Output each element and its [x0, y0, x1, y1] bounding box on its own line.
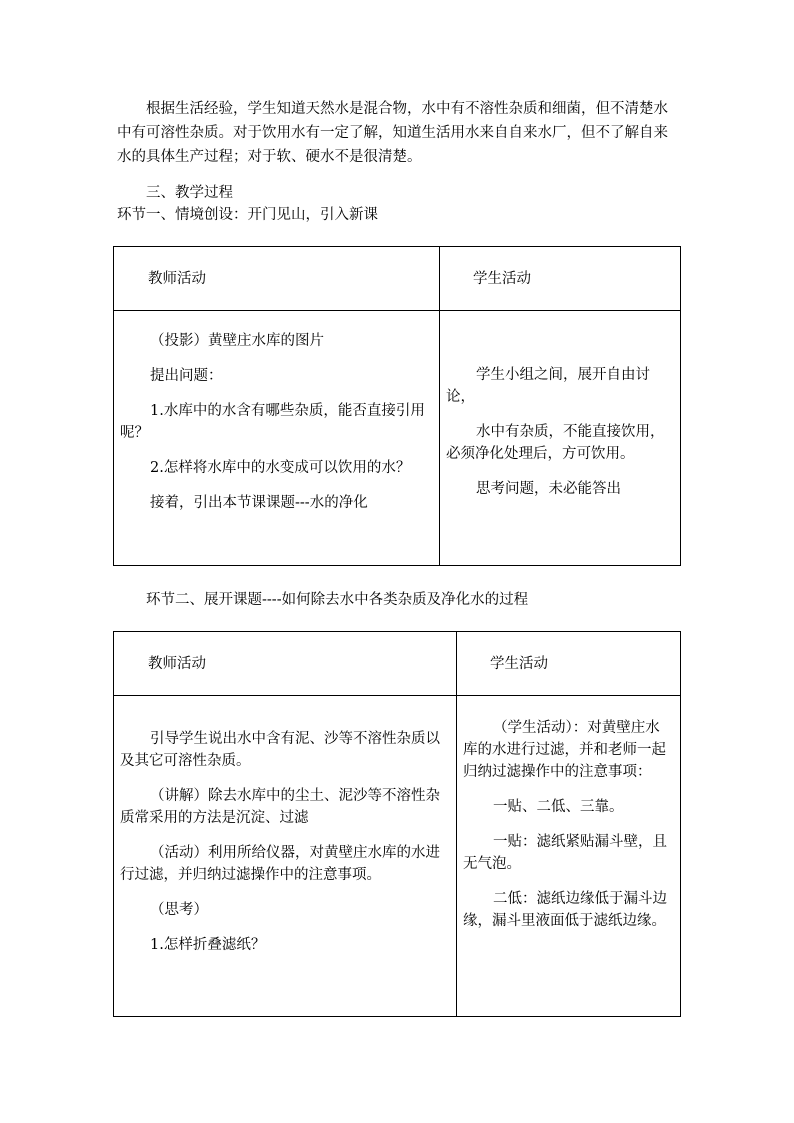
section-heading-teaching-process: 三、教学过程 — [146, 185, 233, 201]
table2-teacher-line: （活动）利用所给仪器，对黄壁庄水库的水进行过滤，并归纳过滤操作中的注意事项。 — [120, 845, 440, 883]
table2-student-line: 一贴、二低、三靠。 — [493, 799, 624, 815]
table1-header-student-cell — [440, 247, 681, 311]
table2-student-line: （学生活动）：对黄壁庄水库的水进行过滤，并和老师一起归纳过滤操作中的注意事项： — [463, 720, 666, 780]
step2-activity-table — [113, 631, 681, 1017]
table2-header-teacher: 教师活动 — [148, 656, 206, 672]
table1-teacher-line: 2.怎样将水库中的水变成可以饮用的水？ — [150, 460, 411, 476]
table1-teacher-line: 1.水库中的水含有哪些杂质，能否直接引用呢？ — [120, 403, 425, 441]
table1-teacher-line: 接着，引出本节课课题---水的净化 — [150, 495, 368, 511]
table2-student-cell — [457, 696, 681, 1017]
table2-student-line: 一贴：滤纸紧贴漏斗壁，且无气泡。 — [463, 834, 667, 872]
table2-teacher-line: 引导学生说出水中含有泥、沙等不溶性杂质以及其它可溶性杂质。 — [120, 731, 440, 769]
table2-student-line: 二低：滤纸边缘低于漏斗边缘，漏斗里液面低于滤纸边缘。 — [463, 891, 667, 929]
table1-header-teacher-cell — [114, 247, 440, 311]
table2-header-student-cell — [457, 632, 681, 696]
table1-header-student: 学生活动 — [473, 271, 531, 287]
table1-student-cell — [440, 311, 681, 566]
intro-paragraph: 根据生活经验，学生知道天然水是混合物，水中有不溶性杂质和细菌，但不清楚水中有可溶性杂质。对于饮用水有一定了解，知道生活用水来自自来水厂，但不了解自来水的具体生产过程；对于软、硬水不是很清楚。 — [117, 101, 668, 165]
table1-student-line: 水中有杂质，不能直接饮用，必须净化处理后，方可饮用。 — [446, 424, 665, 462]
table1-teacher-line: （投影）黄壁庄水库的图片 — [150, 333, 324, 349]
table1-teacher-line: 提出问题： — [150, 368, 223, 384]
table2-header-teacher-cell — [114, 632, 457, 696]
step2-heading: 环节二、展开课题----如何除去水中各类杂质及净化水的过程 — [146, 592, 529, 608]
step1-activity-table — [113, 246, 681, 566]
table2-teacher-line: （讲解）除去水库中的尘土、泥沙等不溶性杂质常采用的方法是沉淀、过滤 — [120, 788, 440, 826]
table2-header-student: 学生活动 — [490, 656, 548, 672]
table1-student-line: 思考问题，未必能答出 — [476, 481, 621, 497]
table1-teacher-cell — [114, 311, 440, 566]
step1-heading: 环节一、情境创设：开门见山，引入新课 — [117, 207, 378, 223]
table2-teacher-cell — [114, 696, 457, 1017]
table2-teacher-line: 1.怎样折叠滤纸？ — [150, 937, 266, 953]
table1-student-line: 学生小组之间，展开自由讨论， — [446, 367, 650, 405]
table2-teacher-line: （思考） — [150, 902, 208, 918]
table1-header-teacher: 教师活动 — [148, 271, 206, 287]
